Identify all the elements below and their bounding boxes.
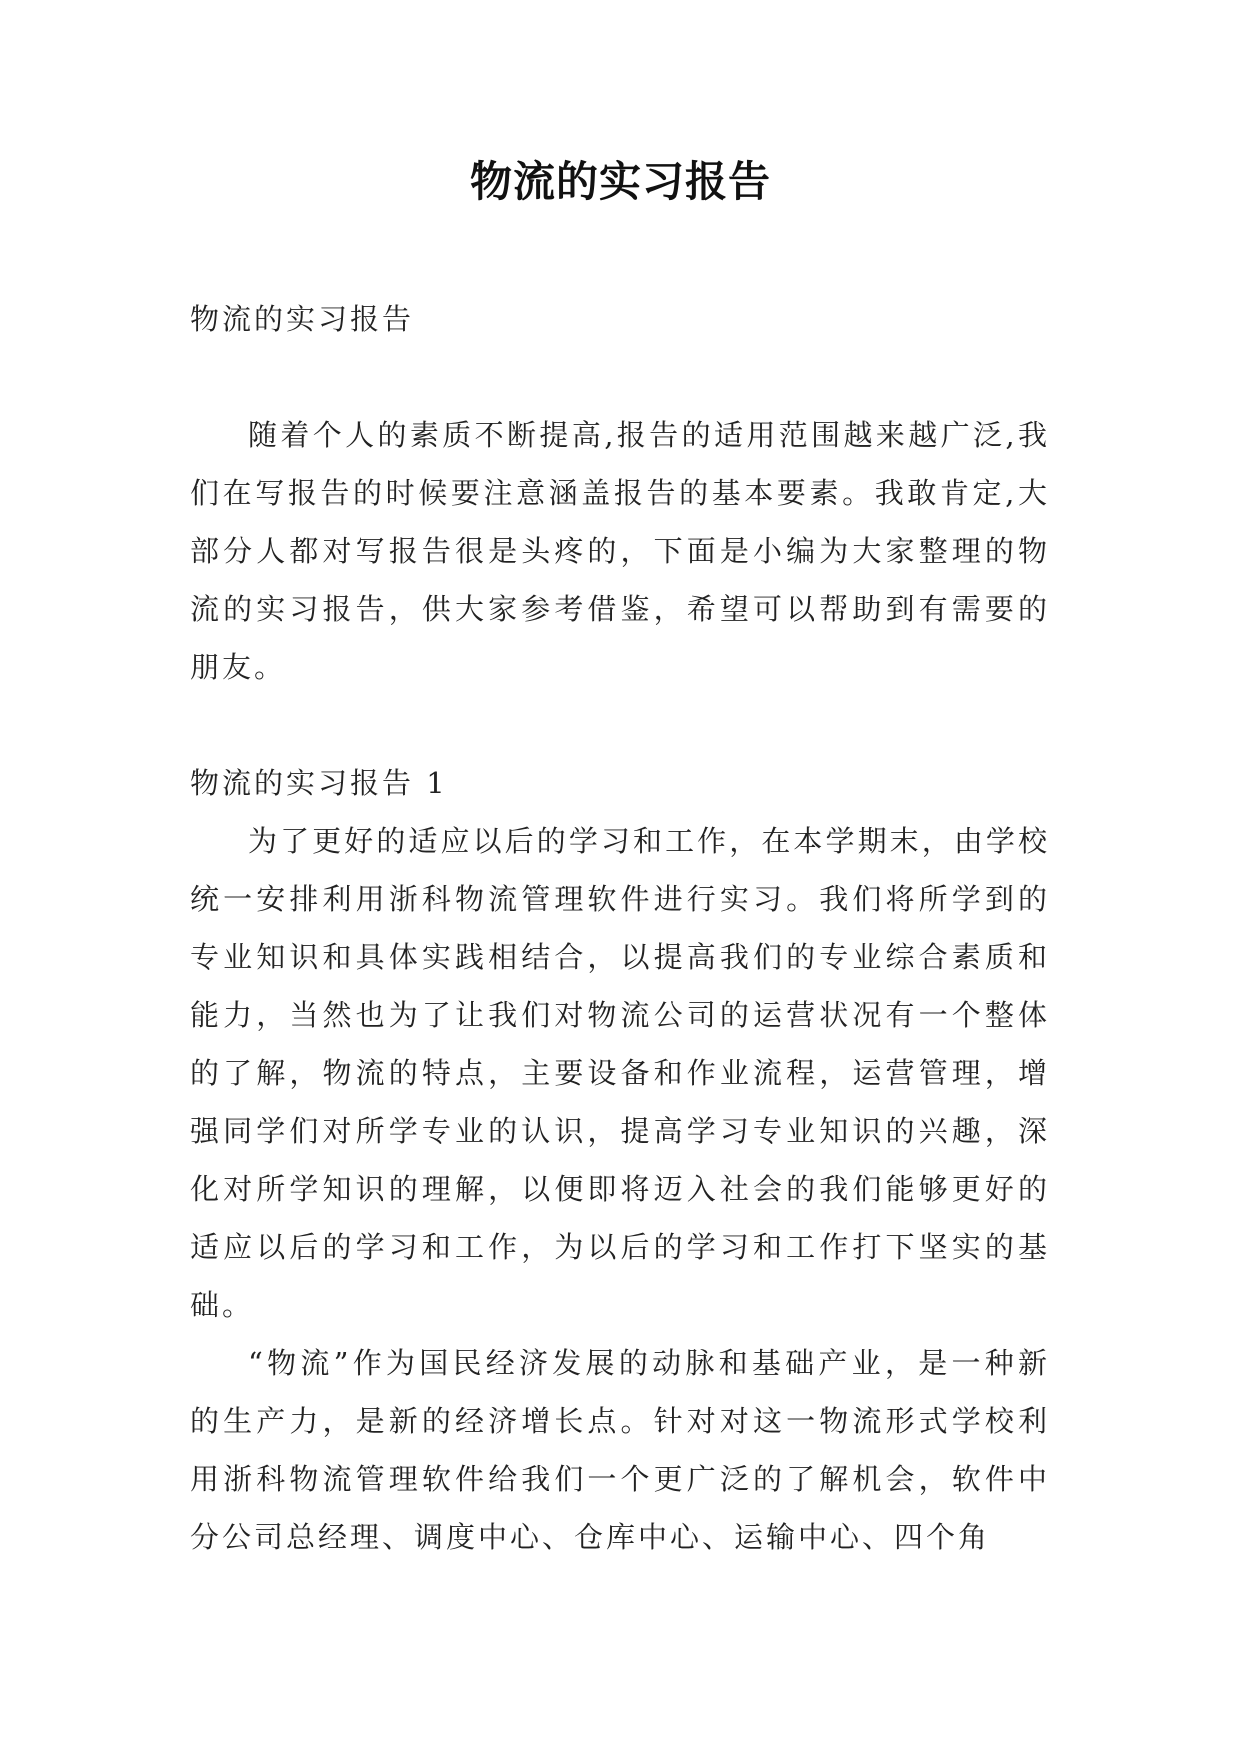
document-subtitle: 物流的实习报告: [190, 302, 415, 336]
document-body: [190, 290, 1050, 1566]
intro-paragraph: 随着个人的素质不断提高,报告的适用范围越来越广泛,我们在写报告的时候要注意涵盖报告的基本要素。我敢肯定,大部分人都对写报告很是头疼的，下面是小编为大家整理的物流的实习报告，供大家参考借鉴，希望可以帮助到有需要的朋友。: [190, 418, 1050, 684]
document-title: 物流的实习报告: [469, 157, 771, 206]
section-paragraph: “物流”作为国民经济发展的动脉和基础产业，是一种新的生产力，是新的经济增长点。针对对这一物流形式学校利用浙科物流管理软件给我们一个更广泛的了解机会，软件中分公司总经理、调度中心、仓库中心、运输中心、四个角: [190, 1346, 1050, 1554]
section-paragraph: 为了更好的适应以后的学习和工作，在本学期末，由学校统一安排利用浙科物流管理软件进行实习。我们将所学到的专业知识和具体实践相结合，以提高我们的专业综合素质和能力，当然也为了让我们对物流公司的运营状况有一个整体的了解，物流的特点，主要设备和作业流程，运营管理，增强同学们对所学专业的认识，提高学习专业知识的兴趣，深化对所学知识的理解，以便即将迈入社会的我们能够更好的适应以后的学习和工作，为以后的学习和工作打下坚实的基础。: [190, 824, 1050, 1322]
section-heading: 物流的实习报告 1: [190, 766, 448, 800]
paragraph-spacer: [190, 348, 1050, 406]
paragraph-spacer: [190, 696, 1050, 754]
